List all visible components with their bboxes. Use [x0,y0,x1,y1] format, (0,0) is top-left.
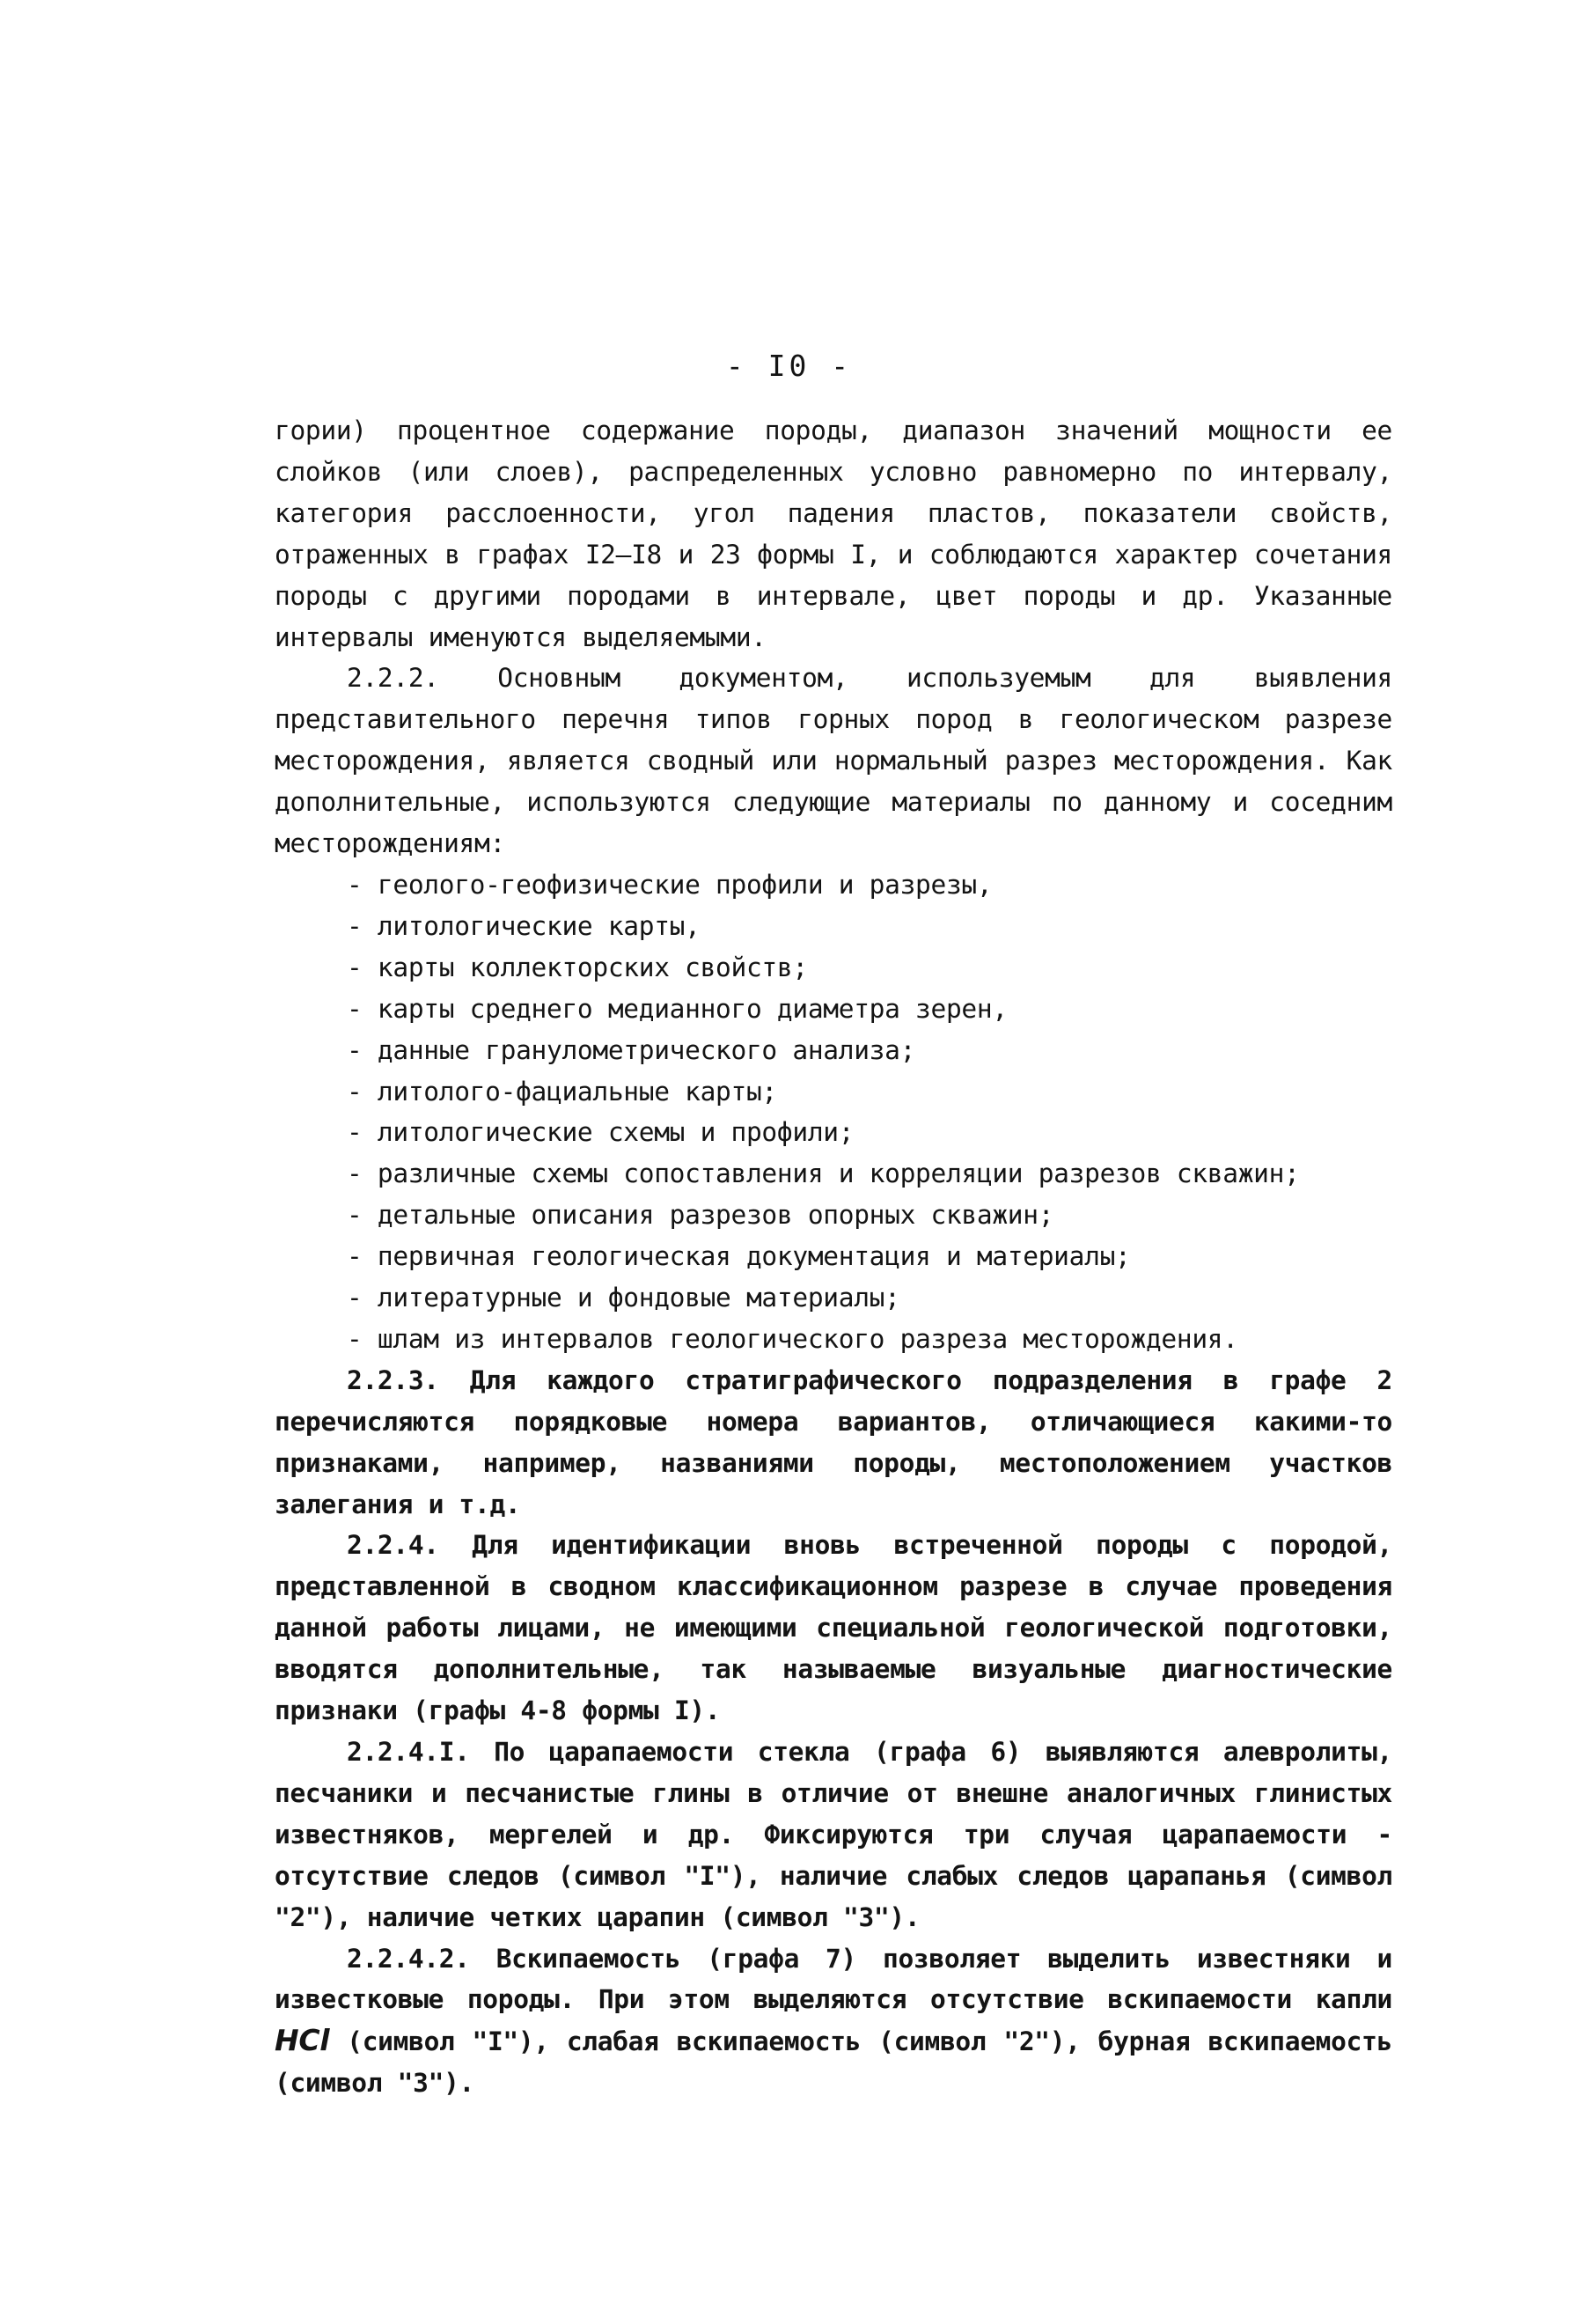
list-item: - литолого-фациальные карты; [347,1076,777,1107]
hcl-formula: HCl [275,2023,330,2058]
list-item: - карты коллекторских свойств; [347,952,808,982]
paragraph-2-2-4-2 [275,1938,1392,2105]
list-item: - шлам из интервалов геологического разреза месторождения. [347,1323,1238,1354]
paragraph-2-2-4: 2.2.4. Для идентификации вновь встреченной породы с породой, представленной в сводном классификационном разрезе в случае проведения данной работы лицами, не имеющими специальной геологической подготовки, вводятся дополнительные, так называемые визуальные диагностические признаки (графы 4-8 формы I). [275,1530,1392,1726]
paragraph-2-2-4-1: 2.2.4.I. По царапаемости стекла (графа 6) выявляются алевролиты, песчаники и песчанистые глины в отличие от внешне аналогичных глинистых известняков, мергелей и др. Фиксируются три случая царапаемости - отсутствие следов (символ "I"), наличие слабых следов царапанья (символ "2"), наличие четких царапин (символ "3"). [275,1737,1392,1932]
list-item: - литологические карты, [347,910,701,941]
list-item: - карты среднего медианного диаметра зерен, [347,993,1008,1024]
list-item: - первичная геологическая документация и материалы; [347,1241,1131,1272]
list-item: - детальные описания разрезов опорных скважин; [347,1200,1054,1231]
paragraph-2-2-2: 2.2.2. Основным документом, используемым для выявления представительного перечня типов горных пород в геологическом разрезе месторождения, является сводный или нормальный разрез месторождения. Как дополнительные, используются следующие материалы по данному и соседним месторождениям: [275,663,1392,859]
paragraph-2-2-3: 2.2.3. Для каждого стратиграфического подразделения в графе 2 перечисляются порядковые номера вариантов, отличающиеся какими-то признаками, например, названиями породы, местоположением участков залегания и т.д. [275,1364,1392,1519]
paragraph-continuation: гории) процентное содержание породы, диапазон значений мощности ее слойков (или слоев), распределенных условно равномерно по интервалу, категория расслоенности, угол падения пластов, показатели свойств, отраженных в графах I2–I8 и 23 формы I, и соблюдаются характер сочетания породы с другими породами в интервале, цвет породы и др. Указанные интервалы именуются выделяемыми. [275,416,1392,652]
materials-list [275,864,1392,1360]
list-item: - данные гранулометрического анализа; [347,1034,916,1065]
paragraph-text-end: (символ "I"), слабая вскипаемость (символ "2"), бурная вскипаемость (символ "3"). [275,2026,1392,2099]
page-number: - I0 - [725,349,853,383]
body-text [275,410,1392,2104]
list-item: - геолого-геофизические профили и разрезы, [347,869,993,900]
list-item: - литологические схемы и профили; [347,1117,855,1148]
paragraph-text-start: 2.2.4.2. Вскипаемость (графа 7) позволяет выделить известняки и известковые породы. При этом выделяются отсутствие вскипаемости капли [275,1943,1392,2015]
list-item: - литературные и фондовые материалы; [347,1283,900,1313]
list-item: - различные схемы сопоставления и корреляции разрезов скважин; [347,1158,1300,1189]
